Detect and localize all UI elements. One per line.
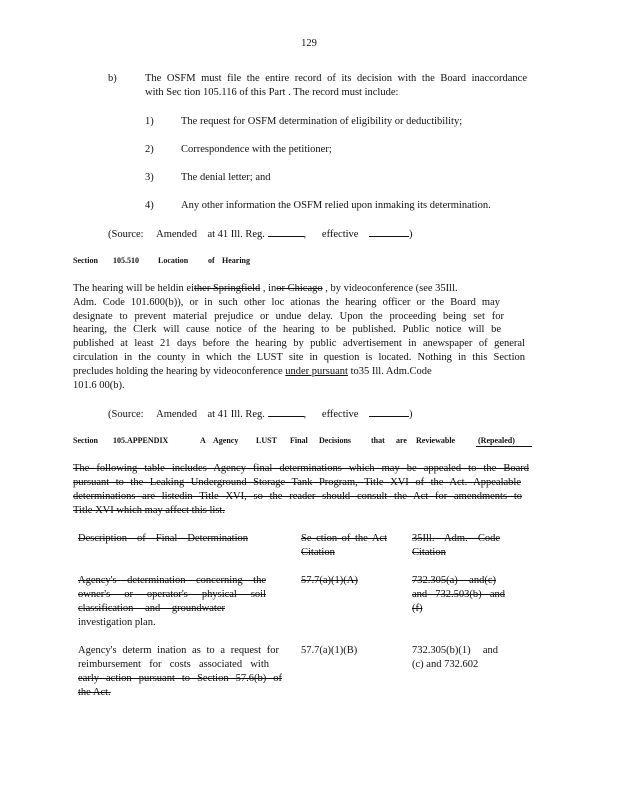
table-cell-desc: the Act. (78, 687, 111, 698)
source-close: ) (408, 409, 413, 420)
table-cell-act: 57.7(a)(1)(A) (301, 575, 358, 586)
section-label: Section (73, 256, 98, 265)
section-title-word: of (208, 256, 215, 265)
body-line-1 (73, 282, 458, 296)
appendix-line: pursuant to the Leaking Underground Storage Tank Program, Title XVI of the Act. Appealable (73, 477, 521, 488)
text-run: precludes holding the hearing by videoconference (73, 366, 286, 377)
appendix-line: determinations are listedin Title XVI, so the reader should consult the Act for amendments to (73, 491, 522, 502)
page-number: 129 (301, 38, 317, 49)
appendix-line: The following table includes Agency final determinations which may be appealed to the Board (73, 463, 529, 474)
appendix-last-line: Title XVI which may affect this list. (73, 505, 225, 516)
text-run: , in (260, 283, 277, 294)
appendix-section-label: Section (73, 436, 98, 445)
effective-blank (369, 227, 409, 237)
source-close: ) (408, 229, 413, 240)
table-cell-desc: Agency's determination concerning the (78, 575, 266, 586)
source-reg: at 41 Ill. Reg. (207, 409, 265, 420)
appendix-number: 105.APPENDIX (113, 436, 169, 445)
source-comma: , (303, 409, 307, 420)
appendix-title-word: Agency (213, 436, 239, 445)
reg-blank (268, 407, 304, 417)
table-header-act: Se ction of the Act (301, 533, 387, 544)
list-item-number: 1) (145, 116, 154, 127)
appendix-title-word: that (371, 436, 385, 445)
subsection-b-line-2: with Sec tion 105.116 of this Part . The record must include: (145, 87, 399, 98)
source-open: (Source: (108, 409, 144, 420)
text-run: The hearing will be heldin ei (73, 283, 195, 294)
table-cell-desc: classification and groundwater (78, 603, 225, 614)
table-cell-desc: investigation plan. (78, 617, 156, 628)
reg-blank (268, 227, 304, 237)
deleted-text: or Chicago (276, 283, 323, 294)
table-header-description: Description of Final Determination (78, 533, 248, 544)
section-number: 105.510 (113, 256, 139, 265)
appendix-title-word: are (396, 436, 407, 445)
table-cell-adm: 732.305(a) and(c) (412, 575, 496, 586)
source-effective: effective (321, 229, 359, 240)
list-item-text: The request for OSFM determination of eligibility or deductibility; (181, 116, 463, 127)
appendix-title-word: LUST (256, 436, 277, 445)
list-item-number: 4) (145, 200, 154, 211)
list-item-number: 3) (145, 172, 154, 183)
body-line: published at least 21 days before the hearing by public advertisement in anewspaper of general (73, 338, 525, 349)
appendix-title-word: Final (290, 436, 308, 445)
table-cell-desc: owner's or operator's physical soil (78, 589, 266, 600)
table-cell-adm: 732.305(b)(1) and (412, 645, 498, 656)
table-header-adm-citation: Citation (412, 547, 446, 558)
deleted-text: ther Springfield (194, 283, 261, 294)
table-cell-desc: early action pursuant to Section 57.6(b) of (78, 673, 282, 684)
appendix-letter: A (200, 436, 206, 445)
body-line-7 (73, 365, 432, 379)
subsection-b-line-1: The OSFM must file the entire record of its decision with the Board inaccordance (145, 73, 527, 84)
subsection-marker: b) (108, 73, 117, 84)
source-note (108, 227, 412, 242)
body-line: designate to prevent material prejudice or undue delay. Upon the proceeding being set for (73, 311, 504, 322)
source-amended: Amended (156, 409, 197, 420)
section-title-word: Hearing (222, 256, 250, 265)
body-line: circulation in the county in which the LUST site in question is located. Nothing in this Section (73, 352, 525, 363)
effective-blank (369, 407, 409, 417)
table-cell-desc: Agency's determ ination as to a request for (78, 645, 279, 656)
appendix-title-word: Decisions (319, 436, 351, 445)
source-open: (Source: (108, 229, 144, 240)
body-line: hearing, the Clerk will cause notice of the hearing to be published. Public notice will be (73, 324, 501, 335)
source-effective: effective (321, 409, 359, 420)
source-reg: at 41 Ill. Reg. (207, 229, 265, 240)
section-title-word: Location (158, 256, 189, 265)
list-item-text: Any other information the OSFM relied upon inmaking its determination. (181, 200, 491, 211)
amended-text: under pursuant (285, 366, 348, 377)
list-item-number: 2) (145, 144, 154, 155)
body-line-8: 101.6 00(b). (73, 380, 125, 391)
text-run: to35 Ill. Adm.Code (347, 366, 432, 377)
source-comma: , (303, 229, 307, 240)
table-cell-adm: (c) and 732.602 (412, 659, 479, 670)
repealed-underline (476, 446, 532, 447)
list-item-text: Correspondence with the petitioner; (181, 144, 332, 155)
text-run: , by videoconference (see 35Ill. (322, 283, 458, 294)
appendix-repealed: (Repealed) (478, 436, 515, 445)
body-line: Adm. Code 101.600(b)), or in such other loc ationas the hearing officer or the Board may (73, 297, 500, 308)
table-cell-adm: (f) (412, 603, 423, 614)
table-cell-act: 57.7(a)(1)(B) (301, 645, 358, 656)
appendix-title-word: Reviewable (416, 436, 456, 445)
table-cell-adm: and 732.503(b) and (412, 589, 505, 600)
list-item-text: The denial letter; and (181, 172, 271, 183)
table-cell-desc: reimbursement for costs associated with (78, 659, 269, 670)
table-header-act-citation: Citation (301, 547, 335, 558)
table-header-adm: 35Ill. Adm. Code (412, 533, 500, 544)
source-note (108, 407, 412, 422)
source-amended: Amended (156, 229, 197, 240)
